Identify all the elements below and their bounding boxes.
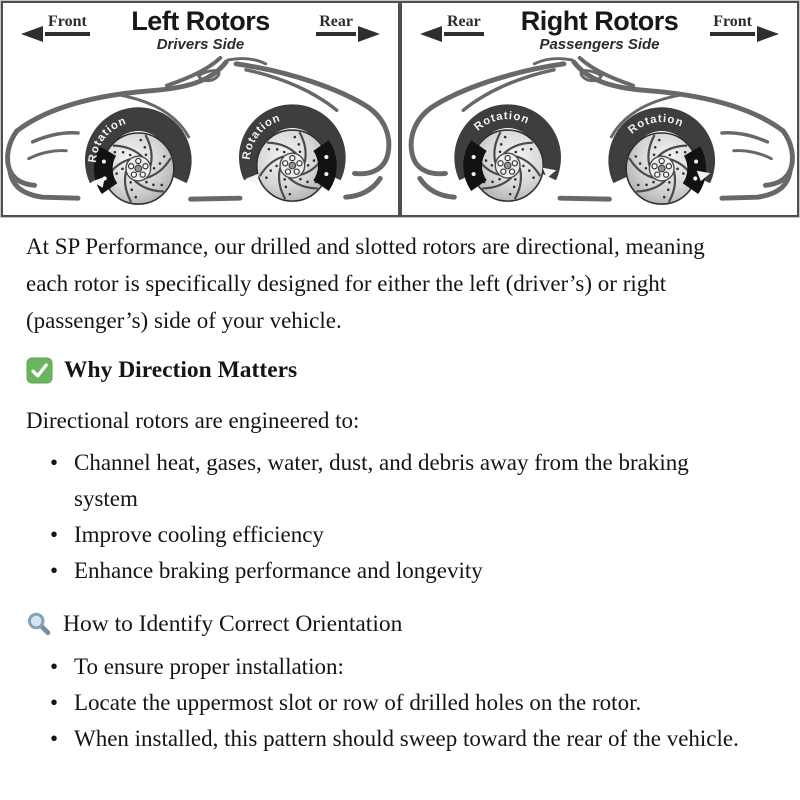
drilled-hole <box>131 189 134 192</box>
lug-hole <box>143 164 148 169</box>
drilled-hole <box>499 150 502 153</box>
drilled-hole <box>684 151 687 154</box>
drilled-hole <box>115 172 118 175</box>
drilled-hole <box>645 167 648 170</box>
drilled-hole <box>504 136 507 139</box>
drilled-hole <box>145 153 148 156</box>
drilled-hole <box>283 178 286 181</box>
rotor-panel-left <box>1 1 400 217</box>
car-illustration-right <box>402 47 797 217</box>
section-heading-0 <box>26 354 774 386</box>
rotor-direction-diagram <box>0 0 800 218</box>
brake-rotor <box>257 130 328 201</box>
panel-subtitle: Passengers Side <box>539 36 660 54</box>
check-icon <box>26 357 53 384</box>
list-item: • When installed, this pattern should sweep toward the rear of the vehicle. <box>74 721 744 757</box>
drilled-hole <box>160 184 163 187</box>
direction-text: Front <box>48 13 87 30</box>
right-arrow-icon <box>358 26 380 42</box>
drilled-hole <box>313 159 316 162</box>
article <box>0 228 800 757</box>
drilled-hole <box>668 181 671 184</box>
section-heading-1 <box>26 608 774 640</box>
drilled-hole <box>639 162 642 165</box>
drilled-hole <box>514 178 517 181</box>
drilled-hole <box>265 176 268 179</box>
drilled-hole <box>522 148 525 151</box>
drilled-hole <box>276 148 279 151</box>
drilled-hole <box>122 151 125 154</box>
sections <box>26 354 774 757</box>
drilled-hole <box>654 146 657 149</box>
car-illustration-left <box>3 47 398 217</box>
section-heading-text: Why Direction Matters <box>64 357 298 383</box>
drilled-hole <box>298 143 301 146</box>
center-bore <box>504 162 511 169</box>
drilled-hole <box>491 164 494 167</box>
drilled-hole <box>652 181 655 184</box>
right-arrow-icon <box>757 26 779 42</box>
section-lead: Directional rotors are engineered to: <box>26 408 360 433</box>
lug-hole <box>498 161 503 166</box>
direction-text: Front <box>713 13 752 30</box>
lug-hole <box>290 156 295 161</box>
drilled-hole <box>289 193 292 196</box>
lug-hole <box>297 161 302 166</box>
direction-text: Rear <box>447 13 481 30</box>
lug-hole <box>131 172 136 177</box>
drilled-hole <box>153 167 156 170</box>
brake-rotor <box>626 133 697 204</box>
lug-hole <box>129 164 134 169</box>
drilled-hole <box>269 169 272 172</box>
drilled-hole <box>637 184 640 187</box>
lug-hole <box>294 169 299 174</box>
drilled-hole <box>135 196 138 199</box>
lug-hole <box>140 172 145 177</box>
magnifier-icon <box>26 611 52 637</box>
drilled-hole <box>145 181 148 184</box>
lug-hole <box>655 172 660 177</box>
rotor-panel-right <box>400 1 799 217</box>
drilled-hole <box>285 186 288 189</box>
drilled-hole <box>268 148 271 151</box>
panel-title: Left Rotors <box>131 6 270 36</box>
panel-title: Right Rotors <box>520 6 679 36</box>
lug-hole <box>136 158 141 163</box>
drilled-hole <box>498 178 501 181</box>
drilled-hole <box>129 181 132 184</box>
car-body-outline <box>8 58 389 204</box>
list-item: • Channel heat, gases, water, dust, and debris away from the braking system <box>74 445 744 517</box>
drilled-hole <box>667 189 670 192</box>
front-direction-label <box>710 13 755 36</box>
list-item: • To ensure proper installation: <box>74 649 744 685</box>
drilled-hole <box>663 196 666 199</box>
drilled-hole <box>513 186 516 189</box>
drilled-hole <box>306 181 309 184</box>
bullet-list <box>26 649 774 757</box>
drilled-hole <box>163 155 166 158</box>
drilled-hole <box>509 193 512 196</box>
panel-subtitle: Drivers Side <box>156 36 245 54</box>
drilled-hole <box>653 153 656 156</box>
lug-hole <box>652 164 657 169</box>
drilled-hole <box>658 139 661 142</box>
brake-rotor <box>472 130 543 201</box>
lug-hole <box>512 161 517 166</box>
list-item: • Locate the uppermost slot or row of drilled holes on the rotor. <box>74 685 744 721</box>
center-bore <box>135 165 142 172</box>
drilled-hole <box>121 168 124 171</box>
drilled-hole <box>515 151 518 154</box>
drilled-hole <box>283 151 286 154</box>
list-item: • Improve cooling efficiency <box>74 517 744 553</box>
center-bore <box>658 165 665 172</box>
drilled-hole <box>530 148 533 151</box>
drilled-hole <box>114 151 117 154</box>
drilled-hole <box>299 150 302 153</box>
lug-hole <box>501 169 506 174</box>
drilled-hole <box>152 184 155 187</box>
drilled-hole <box>307 164 310 167</box>
rotation-label: Rotation <box>472 110 532 134</box>
bullet-list <box>26 445 774 589</box>
drilled-hole <box>159 162 162 165</box>
drilled-hole <box>676 151 679 154</box>
center-bore <box>289 162 296 169</box>
intro-paragraph: At SP Performance, our drilled and slotted rotors are directional, meaning each rotor is specifically designed for either the left (driver’s) or right (passenger’s) side of your vehicle. <box>26 234 705 333</box>
direction-text: Rear <box>319 13 353 30</box>
list-item: • Enhance braking performance and longevity <box>74 553 744 589</box>
lug-hole <box>510 169 515 174</box>
car-body-outline <box>411 58 792 204</box>
lug-hole <box>285 169 290 174</box>
lug-hole <box>659 158 664 163</box>
drilled-hole <box>500 143 503 146</box>
drilled-hole <box>275 165 278 168</box>
drilled-hole <box>645 184 648 187</box>
brake-rotor <box>103 133 174 204</box>
drilled-hole <box>669 154 672 157</box>
drilled-hole <box>676 168 679 171</box>
drilled-hole <box>129 154 132 157</box>
drilled-hole <box>532 176 535 179</box>
lug-hole <box>283 161 288 166</box>
rotation-label: Rotation <box>626 113 686 137</box>
drilled-hole <box>491 181 494 184</box>
drilled-hole <box>634 155 637 158</box>
drilled-hole <box>682 172 685 175</box>
drilled-hole <box>485 159 488 162</box>
rear-direction-label <box>316 13 356 36</box>
lug-hole <box>664 172 669 177</box>
drilled-hole <box>528 169 531 172</box>
drilled-hole <box>144 146 147 149</box>
drilled-hole <box>294 136 297 139</box>
drilled-hole <box>522 165 525 168</box>
rotation-label: Rotation <box>240 112 283 161</box>
section-heading-text: How to Identify Correct Orientation <box>63 611 403 637</box>
drilled-hole <box>140 139 143 142</box>
rotation-label: Rotation <box>86 114 129 164</box>
lug-hole <box>505 156 510 161</box>
drilled-hole <box>299 178 302 181</box>
lug-hole <box>666 164 671 169</box>
